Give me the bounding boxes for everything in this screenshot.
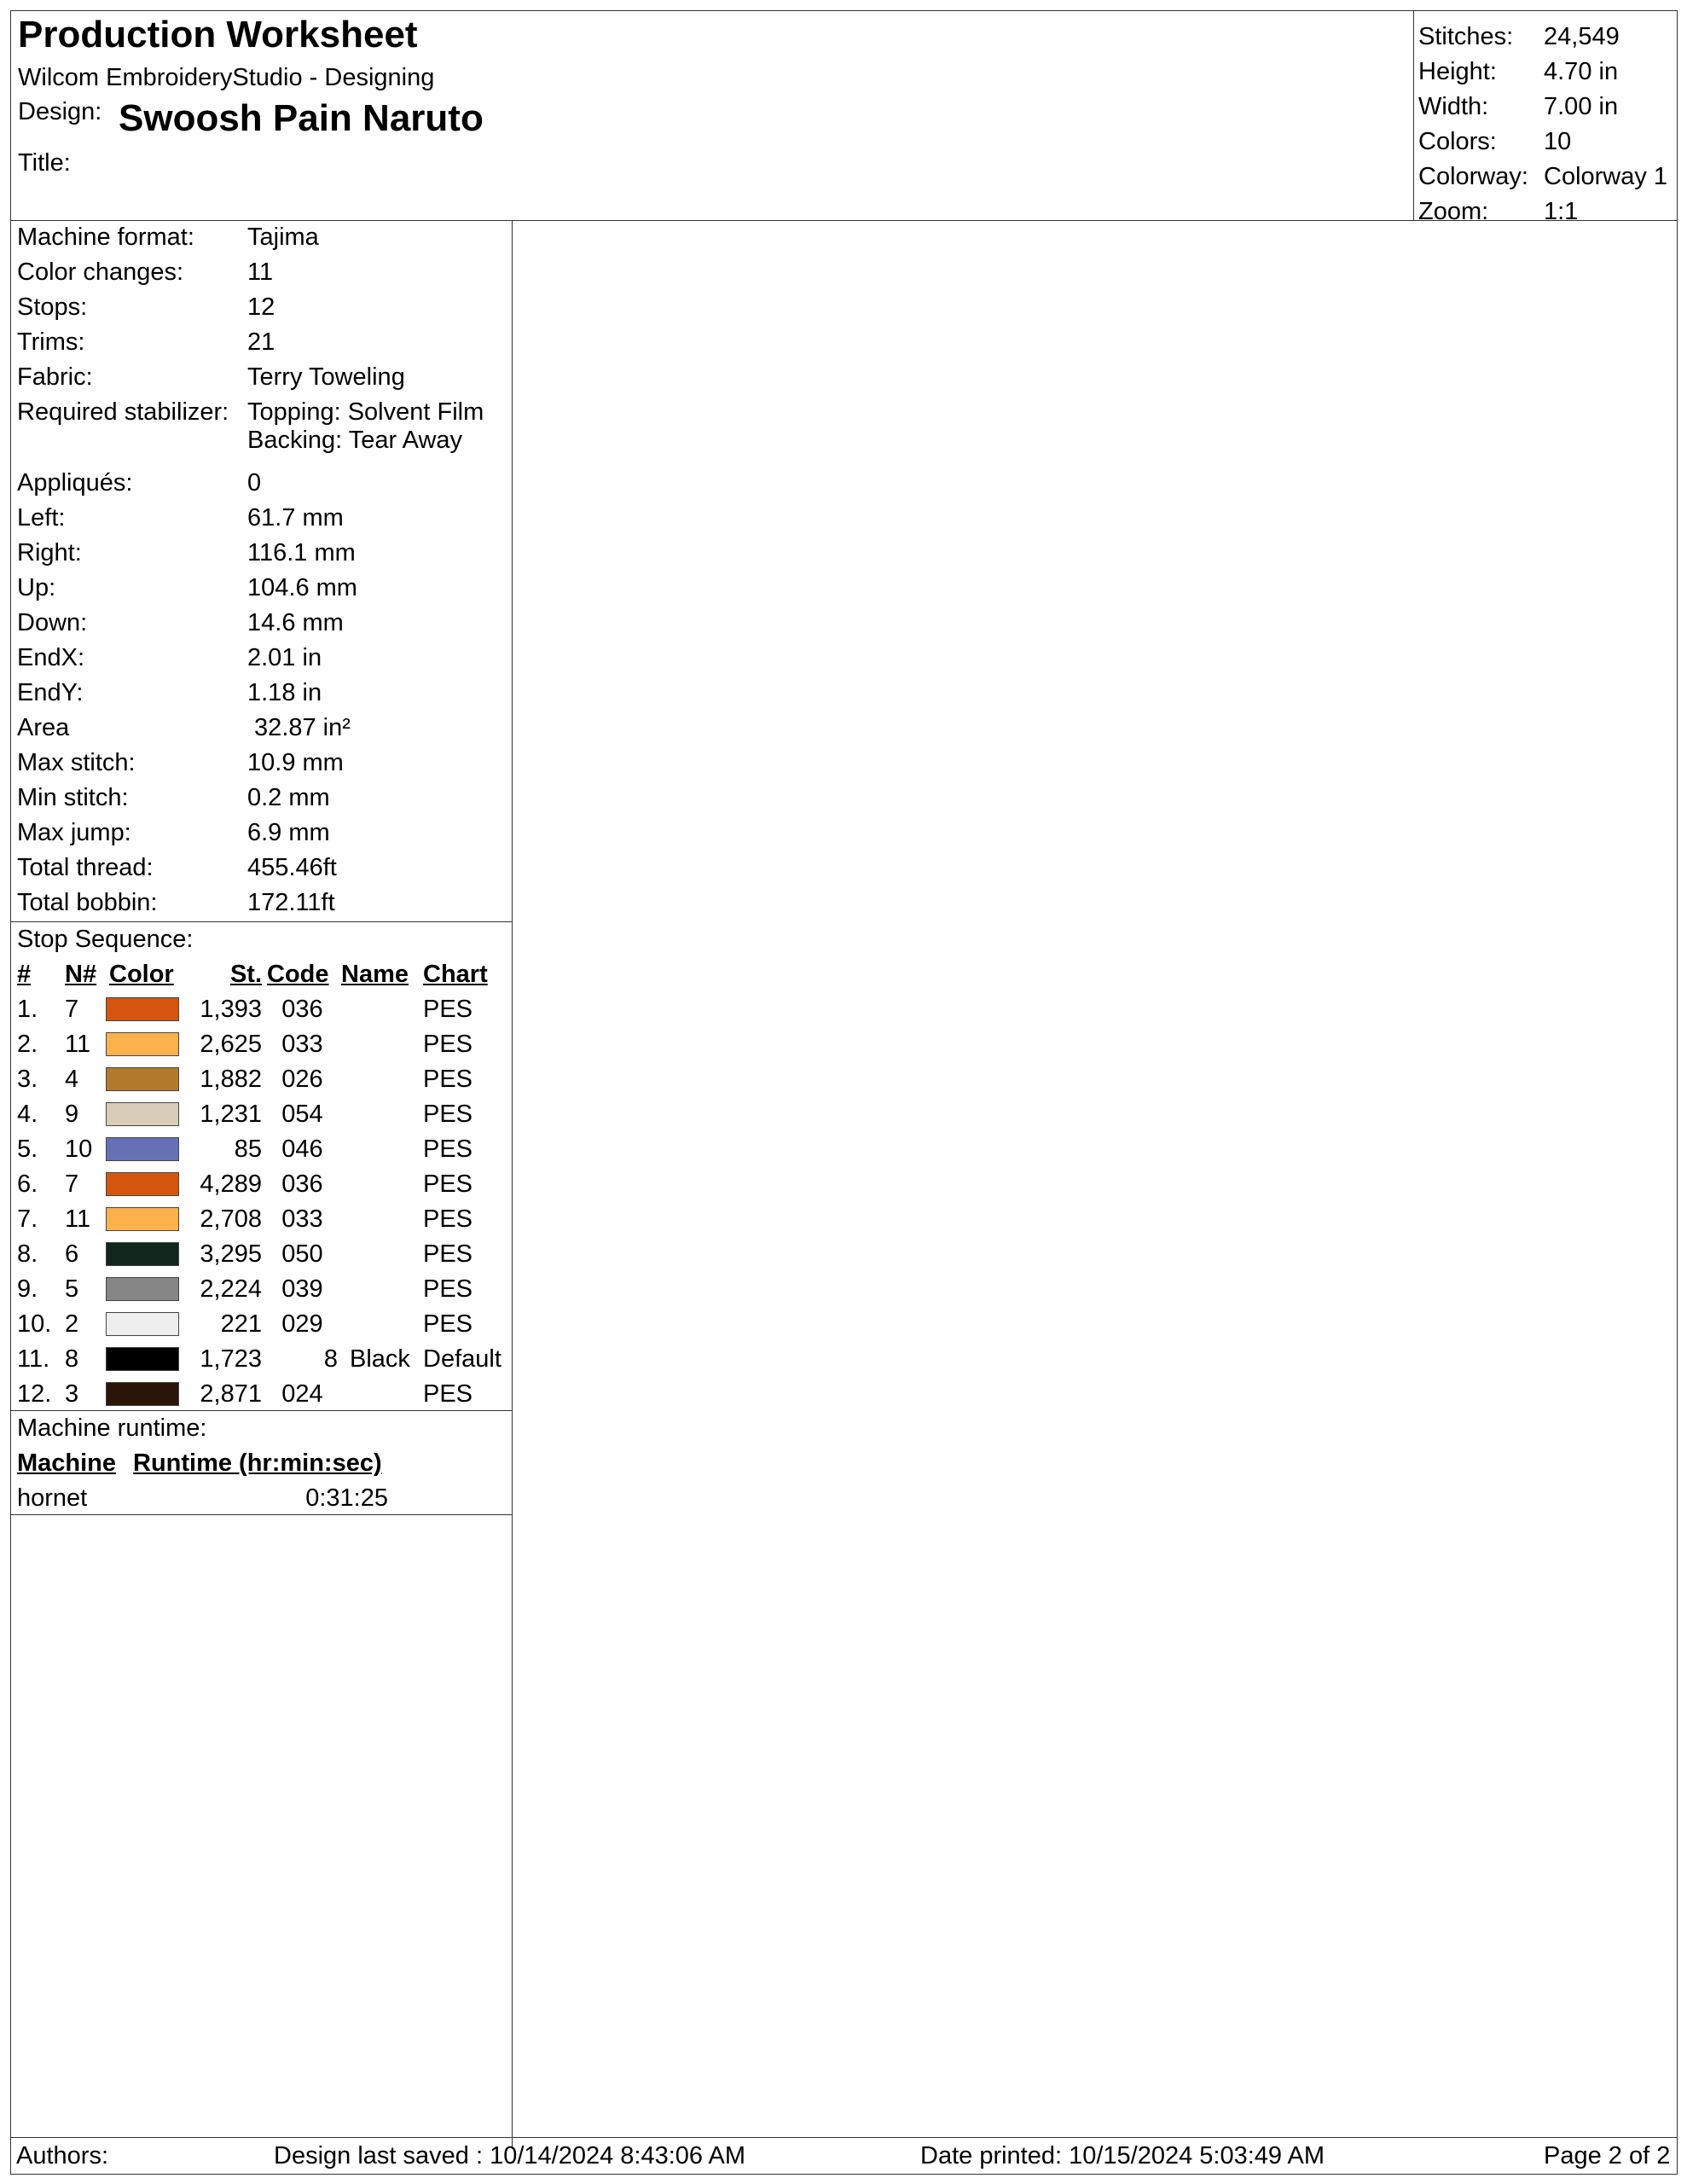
detail-value: Topping: Solvent Film	[247, 398, 484, 426]
stop-code: 050	[281, 1240, 323, 1268]
detail-label: Required stabilizer:	[17, 398, 229, 426]
title-label: Title:	[18, 149, 71, 177]
stop-num: 4.	[17, 1101, 38, 1128]
detail-label: EndX:	[17, 644, 84, 671]
stop-code: 036	[281, 996, 323, 1023]
stat-label: Colors:	[1418, 128, 1497, 155]
design-name: Swoosh Pain Naruto	[119, 97, 484, 139]
stop-code: 054	[281, 1101, 323, 1128]
detail-value: 21	[247, 328, 275, 356]
stat-colors	[1414, 125, 1678, 159]
stop-stitches: 2,625	[200, 1031, 262, 1058]
stop-num: 1.	[17, 996, 38, 1023]
stat-value: Colorway 1	[1544, 163, 1668, 190]
detail-value: Terry Toweling	[247, 363, 405, 391]
stop-sequence-row	[11, 1062, 512, 1097]
stop-sequence-row	[11, 1342, 512, 1377]
stop-code: 026	[281, 1066, 323, 1093]
stop-sequence-section	[11, 921, 512, 1408]
stop-stitches: 4,289	[200, 1170, 262, 1198]
runtime-value: 0:31:25	[305, 1484, 388, 1512]
thread-color-swatch	[106, 1102, 179, 1126]
detail-value-secondary: Backing: Tear Away	[247, 427, 463, 454]
col-code-header: Code	[267, 961, 329, 988]
detail-label: Right:	[17, 539, 82, 566]
stop-num: 2.	[17, 1031, 38, 1058]
detail-value: 116.1 mm	[247, 539, 356, 566]
stop-chart: PES	[423, 1275, 473, 1303]
detail-value: 172.11ft	[247, 889, 335, 916]
stop-num: 5.	[17, 1136, 38, 1163]
detail-value: Tajima	[247, 224, 319, 251]
stop-sequence-row	[11, 1097, 512, 1132]
application-name: Wilcom EmbroideryStudio - Designing	[18, 64, 435, 91]
stat-label: Colorway:	[1418, 163, 1528, 190]
stop-stitches: 2,708	[200, 1205, 262, 1233]
stat-zoom	[1414, 195, 1678, 229]
stop-num: 10.	[17, 1310, 52, 1338]
stop-needle: 5	[65, 1275, 79, 1303]
stop-code: 046	[281, 1136, 323, 1163]
detail-label: Max jump:	[17, 819, 131, 846]
authors-label: Authors:	[16, 2142, 108, 2169]
detail-label: Fabric:	[17, 363, 93, 391]
stat-colorway	[1414, 160, 1678, 194]
detail-label: Trims:	[17, 328, 85, 356]
thread-color-swatch	[106, 1347, 179, 1371]
detail-value: 2.01 in	[247, 644, 322, 671]
stop-code: 036	[281, 1170, 323, 1198]
stop-stitches: 3,295	[200, 1240, 262, 1268]
col-chart-header: Chart	[423, 961, 488, 988]
runtime-header	[11, 1446, 512, 1481]
stop-code: 8	[323, 1345, 338, 1373]
thread-color-swatch	[106, 1242, 179, 1266]
stop-chart: PES	[423, 1240, 473, 1268]
stop-chart: PES	[423, 1066, 473, 1093]
stat-label: Height:	[1418, 58, 1497, 85]
col-num-header: #	[17, 961, 32, 988]
thread-color-swatch	[106, 1277, 179, 1301]
stat-width	[1414, 90, 1678, 124]
stat-value: 24,549	[1544, 23, 1620, 50]
thread-color-swatch	[106, 1032, 179, 1056]
stop-needle: 10	[65, 1136, 93, 1163]
date-printed: Date printed: 10/15/2024 5:03:49 AM	[920, 2142, 1325, 2169]
detail-label: Machine format:	[17, 224, 194, 251]
stat-stitches	[1414, 20, 1678, 54]
detail-value: 14.6 mm	[247, 609, 344, 636]
design-label: Design:	[18, 98, 102, 125]
stop-needle: 4	[65, 1066, 79, 1093]
stop-stitches: 1,882	[200, 1066, 262, 1093]
stop-sequence-row	[11, 1272, 512, 1307]
page-number: Page 2 of 2	[1544, 2142, 1671, 2169]
stop-sequence-row	[11, 1132, 512, 1167]
stop-chart: PES	[423, 1310, 473, 1338]
details-panel	[11, 220, 513, 2149]
stat-value: 4.70 in	[1544, 58, 1619, 85]
stop-sequence-row	[11, 1237, 512, 1272]
stop-sequence-row	[11, 1307, 512, 1342]
col-name-header: Name	[341, 961, 409, 988]
stop-sequence-row	[11, 1202, 512, 1237]
stop-needle: 2	[65, 1310, 79, 1338]
stop-num: 7.	[17, 1205, 38, 1233]
detail-label: Appliqués:	[17, 469, 133, 497]
stop-code: 033	[281, 1031, 323, 1058]
stop-sequence-row	[11, 1377, 512, 1412]
stat-label: Zoom:	[1418, 198, 1489, 225]
thread-color-swatch	[106, 1312, 179, 1336]
stat-value: 7.00 in	[1544, 93, 1619, 120]
stop-code: 033	[281, 1205, 323, 1233]
thread-color-swatch	[106, 1067, 179, 1091]
stop-num: 8.	[17, 1240, 38, 1268]
thread-color-swatch	[106, 1382, 179, 1406]
detail-value: 6.9 mm	[247, 819, 330, 846]
thread-color-swatch	[106, 1207, 179, 1231]
runtime-machine: hornet	[17, 1484, 88, 1512]
stop-num: 9.	[17, 1275, 38, 1303]
detail-label: Stops:	[17, 293, 88, 321]
detail-value: 0	[247, 469, 262, 497]
detail-value: 455.46ft	[247, 854, 337, 881]
detail-value: 11	[247, 258, 274, 286]
stop-num: 11.	[17, 1345, 50, 1373]
stop-chart: PES	[423, 1205, 473, 1233]
worksheet-page	[10, 10, 1678, 2175]
runtime-row	[11, 1481, 512, 1516]
machine-runtime-title: Machine runtime:	[17, 1414, 207, 1442]
col-needle-header: N#	[65, 961, 97, 988]
col-stitches-header: St.	[229, 961, 262, 988]
worksheet-title: Production Worksheet	[18, 14, 418, 55]
stop-needle: 9	[65, 1101, 79, 1128]
detail-label: Down:	[17, 609, 88, 636]
col-runtime-header: Runtime (hr:min:sec)	[133, 1449, 382, 1477]
stop-code: 024	[281, 1380, 323, 1408]
detail-row-stabilizer	[11, 395, 512, 458]
stat-height	[1414, 55, 1678, 89]
stat-label: Stitches:	[1418, 23, 1514, 50]
stop-sequence-row	[11, 1027, 512, 1062]
stop-chart: Default	[423, 1345, 501, 1373]
machine-runtime-section	[11, 1410, 512, 1512]
stop-sequence-title: Stop Sequence:	[17, 926, 194, 953]
stop-chart: PES	[423, 1031, 473, 1058]
detail-label: Color changes:	[17, 258, 184, 286]
stop-needle: 11	[65, 1031, 91, 1058]
stat-value: 1:1	[1544, 198, 1579, 225]
stop-stitches: 2,224	[200, 1275, 262, 1303]
detail-label: Max stitch:	[17, 749, 136, 776]
stop-needle: 8	[65, 1345, 79, 1373]
thread-color-swatch	[106, 997, 179, 1021]
stop-code: 039	[281, 1275, 323, 1303]
detail-value: 1.18 in	[247, 679, 322, 706]
detail-value: 0.2 mm	[247, 784, 330, 811]
stop-chart: PES	[423, 996, 473, 1023]
stop-chart: PES	[423, 1136, 473, 1163]
stop-chart: PES	[423, 1170, 473, 1198]
stop-needle: 7	[65, 996, 79, 1023]
detail-label: Total bobbin:	[17, 889, 158, 916]
stop-needle: 3	[65, 1380, 79, 1408]
stop-needle: 6	[65, 1240, 79, 1268]
stop-sequence-row	[11, 992, 512, 1027]
detail-value: 61.7 mm	[247, 504, 344, 531]
stop-sequence-row	[11, 1167, 512, 1202]
detail-value: 104.6 mm	[247, 574, 357, 601]
detail-label: Min stitch:	[17, 784, 129, 811]
stop-stitches: 1,231	[200, 1101, 262, 1128]
stop-thread-name: Black	[350, 1345, 410, 1373]
stop-sequence-header	[11, 957, 512, 992]
detail-label: EndY:	[17, 679, 84, 706]
stop-needle: 7	[65, 1170, 79, 1198]
col-machine-header: Machine	[17, 1449, 117, 1477]
detail-label: Area	[17, 714, 70, 741]
thread-color-swatch	[106, 1172, 179, 1196]
detail-value: 32.87 in²	[247, 714, 351, 741]
detail-label: Total thread:	[17, 854, 154, 881]
detail-label: Left:	[17, 504, 66, 531]
stat-label: Width:	[1418, 93, 1489, 120]
thread-color-swatch	[106, 1137, 179, 1161]
runtime-section-bottom-rule	[11, 1514, 512, 1515]
col-color-header: Color	[109, 961, 174, 988]
stop-num: 6.	[17, 1170, 38, 1198]
worksheet-footer	[11, 2137, 1677, 2175]
stop-stitches: 2,871	[200, 1380, 262, 1408]
stop-stitches: 1,723	[200, 1345, 262, 1373]
stop-stitches: 85	[234, 1136, 262, 1163]
design-last-saved: Design last saved : 10/14/2024 8:43:06 AM	[274, 2142, 745, 2169]
stat-value: 10	[1544, 128, 1572, 155]
detail-value: 12	[247, 293, 275, 321]
worksheet-header	[11, 11, 1677, 225]
stop-num: 3.	[17, 1066, 38, 1093]
stop-chart: PES	[423, 1380, 473, 1408]
stop-chart: PES	[423, 1101, 473, 1128]
detail-value: 10.9 mm	[247, 749, 344, 776]
detail-label: Up:	[17, 574, 56, 601]
stop-stitches: 1,393	[200, 996, 262, 1023]
stop-stitches: 221	[220, 1310, 262, 1338]
stop-code: 029	[281, 1310, 323, 1338]
stop-needle: 11	[65, 1205, 91, 1233]
design-stats-panel	[1413, 11, 1678, 225]
stop-num: 12.	[17, 1380, 52, 1408]
